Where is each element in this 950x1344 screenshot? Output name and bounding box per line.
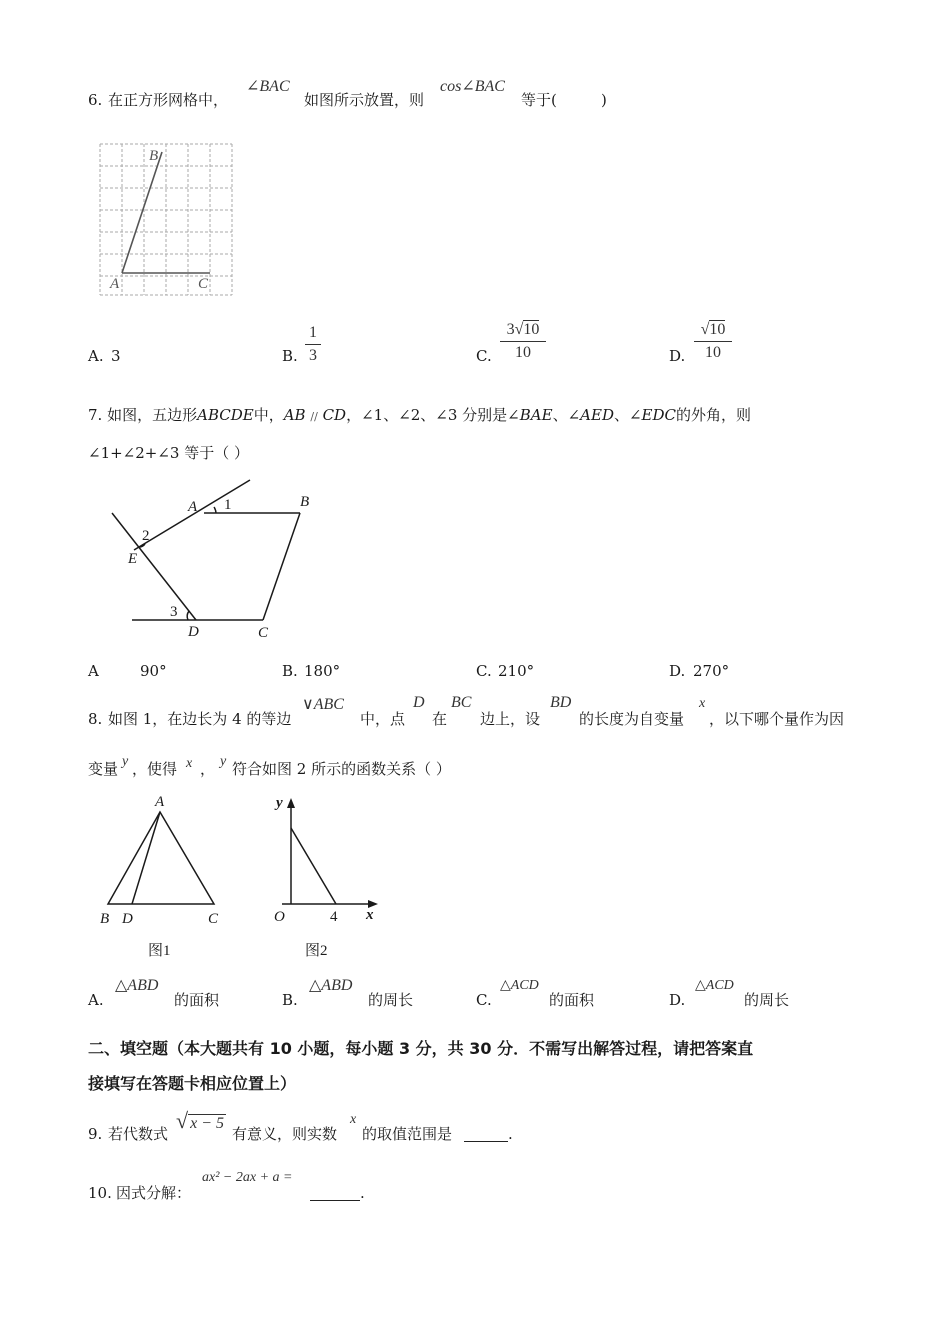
q8-option-d-text: 的周长 — [744, 991, 790, 1009]
arrow-up-icon — [287, 798, 295, 808]
q8-math-x: x — [699, 696, 706, 711]
q8-option-a-math: △ABD — [115, 977, 159, 994]
q8-text-e: 的长度为自变量 — [579, 710, 685, 728]
q10-text-d: . — [360, 1184, 365, 1202]
q8-option-c-label: C. — [476, 991, 492, 1009]
q7-label-d: D — [188, 624, 199, 640]
q7-label-e: E — [128, 551, 138, 567]
q8-option-c-math: △ACD — [500, 978, 539, 993]
q8-option-a-label: A. — [88, 991, 104, 1009]
section-2-line-2: 接填写在答题卡相应位置上） — [88, 1074, 297, 1093]
q8-math-bc: BC — [451, 694, 472, 711]
q7-option-c-value: 210° — [498, 662, 535, 680]
q8-fig2-label-x: x — [366, 907, 374, 923]
q7-text-e: 、∠ — [613, 406, 642, 424]
q8-math-triangle: ∨ABC — [302, 696, 344, 713]
q6-option-c-label: C. — [476, 347, 492, 365]
q7-text-c: ，∠1、∠2、∠3 分别是∠ — [346, 406, 520, 424]
q8-math-bd: BD — [550, 694, 572, 711]
q7-line-ea-extended — [134, 480, 250, 550]
q7-label-a: A — [188, 499, 198, 515]
radical-sign-icon: √ — [700, 321, 710, 338]
q7-math-ab: AB — [283, 406, 306, 424]
q6-label-a: A — [110, 276, 120, 292]
q7-label-b: B — [300, 494, 310, 510]
q7-option-b-label: B. — [282, 662, 298, 680]
q8-fig1-label-a: A — [155, 794, 165, 810]
q7-option-a-value: 90° — [140, 662, 167, 680]
q7-option-a-label: A — [88, 662, 99, 680]
q6-option-c-coef: 3 — [506, 321, 515, 338]
q6-option-b-fraction — [305, 324, 321, 365]
q8-option-a-text: 的面积 — [174, 991, 220, 1009]
q8-math-y: y — [122, 754, 129, 769]
q10-text-a: 因式分解： — [116, 1184, 192, 1202]
q8-fig1-label-b: B — [100, 911, 110, 927]
q8-option-d-label: D. — [669, 991, 686, 1009]
q7-label-2: 2 — [142, 528, 150, 544]
q8-figure-2 — [262, 790, 388, 965]
q7-option-d-value: 270° — [693, 662, 730, 680]
q6-grid-figure — [96, 140, 238, 300]
q8-option-d-math: △ACD — [695, 978, 734, 993]
q8-text-j: 符合如图 2 所示的函数关系（ ） — [232, 760, 451, 778]
q7-number: 7. — [88, 406, 103, 424]
q8-fig1-label-c: C — [208, 911, 219, 927]
q6-option-d-den: 10 — [705, 344, 721, 361]
q7-math-abcde: ABCDE — [197, 406, 254, 424]
q6-option-b-label: B. — [282, 347, 298, 365]
q6-text-a: 在正方形网格中， — [108, 91, 229, 109]
q6-text-c: 等于( — [521, 91, 557, 109]
q7-text-d: 、∠ — [552, 406, 581, 424]
q7-line-1 — [88, 405, 751, 427]
q6-option-c-radicand: 10 — [523, 321, 540, 338]
q8-option-b-math: △ABD — [309, 977, 353, 994]
q7-math-aed: AED — [580, 406, 614, 424]
q7-option-c-label: C. — [476, 662, 492, 680]
q6-option-a-label: A. — [88, 347, 104, 365]
q6-label-c: C — [198, 276, 209, 292]
q8-fig2-label-4: 4 — [330, 909, 338, 925]
q6-option-b-num: 1 — [309, 324, 317, 341]
section-2-line-1: 二、填空题（本大题共有 10 小题，每小题 3 分，共 30 分．不需写出解答过程，请把答案直 — [88, 1039, 754, 1058]
q8-fig2-label-y: y — [276, 795, 283, 811]
q7-text-f: 的外角，则 — [676, 406, 752, 424]
q8-text-g: 变量 — [88, 760, 119, 778]
q8-math-x2: x — [186, 756, 193, 771]
q8-math-d: D — [413, 694, 425, 711]
q7-option-b-value: 180° — [304, 662, 341, 680]
q6-option-b-den: 3 — [309, 347, 317, 364]
q7-line-ed-extended — [112, 513, 196, 620]
radical-sign-icon: √ — [514, 321, 524, 338]
q8-figure-1 — [96, 790, 232, 965]
q7-option-d-label: D. — [669, 662, 686, 680]
q8-text-a: 如图 1，在边长为 4 的等边 — [108, 710, 292, 728]
q9-radicand: x − 5 — [190, 1115, 224, 1132]
q6-option-c-den: 10 — [515, 344, 531, 361]
q6-option-d-fraction — [694, 321, 732, 362]
q8-segment-ad — [132, 812, 160, 904]
q8-text-i: ， — [200, 760, 216, 778]
q6-option-d-radicand: 10 — [709, 321, 726, 338]
q9-answer-blank[interactable] — [464, 1124, 508, 1142]
q7-segment-bc — [263, 513, 300, 620]
q7-text-a: 如图，五边形 — [107, 406, 198, 424]
q9-number: 9. — [88, 1125, 103, 1143]
q10-math: ax² − 2ax + a = — [202, 1170, 293, 1185]
q7-text-b: 中， — [253, 406, 284, 424]
q8-fig2-caption: 图2 — [305, 943, 328, 959]
q8-option-c-text: 的面积 — [549, 991, 595, 1009]
q7-label-1: 1 — [224, 497, 232, 513]
q9-text-c: 的取值范围是 — [362, 1125, 453, 1143]
q9-radical — [176, 1108, 226, 1134]
q6-option-a-value: 3 — [111, 347, 121, 365]
q6-option-c-num — [500, 321, 546, 339]
q7-angle-arc-1 — [214, 507, 216, 513]
q7-pentagon-figure — [104, 470, 334, 645]
q10-answer-blank[interactable] — [310, 1183, 360, 1201]
q7-angle-arc-3 — [187, 611, 189, 620]
q6-option-c-fraction — [500, 321, 546, 362]
q8-option-b-text: 的周长 — [368, 991, 414, 1009]
q8-function-line — [291, 828, 336, 904]
q10-number: 10. — [88, 1184, 112, 1202]
q6-text-d: ) — [601, 91, 607, 109]
q7-label-c: C — [258, 625, 269, 641]
q6-number: 6. — [88, 91, 103, 109]
q7-label-3: 3 — [170, 604, 178, 620]
q8-text-f: ，以下哪个量作为因 — [709, 710, 845, 728]
q9-text-b: 有意义，则实数 — [232, 1125, 338, 1143]
q6-option-d-label: D. — [669, 347, 686, 365]
radical-sign-icon: √ — [176, 1108, 189, 1133]
q7-line-2: ∠1+∠2+∠3 等于（ ） — [88, 444, 250, 462]
q8-text-b: 中，点 — [360, 710, 406, 728]
q6-math-angle: ∠BAC — [246, 78, 290, 95]
q7-math-edc: EDC — [641, 406, 676, 424]
q8-fig1-label-d: D — [122, 911, 133, 927]
q8-text-h: ，使得 — [132, 760, 178, 778]
q8-option-b-label: B. — [282, 991, 298, 1009]
q8-text-d: 边上，设 — [480, 710, 541, 728]
q6-label-b: B — [149, 148, 159, 164]
q9-math-x: x — [350, 1112, 357, 1127]
q8-text-c: 在 — [432, 710, 448, 728]
q8-math-y2: y — [220, 754, 227, 769]
q6-option-d-num — [694, 321, 732, 339]
q8-triangle-abc — [108, 812, 214, 904]
q9-text-d: . — [508, 1125, 513, 1143]
q6-segment-ab — [122, 152, 162, 273]
q6-math-cos: cos∠BAC — [440, 78, 505, 95]
q7-math-cd: CD — [322, 406, 347, 424]
q6-text-b: 如图所示放置，则 — [304, 91, 425, 109]
q9-text-a: 若代数式 — [108, 1125, 169, 1143]
q8-fig2-label-o: O — [274, 909, 285, 925]
q8-fig1-caption: 图1 — [148, 943, 171, 959]
q7-math-bae: BAE — [519, 406, 553, 424]
q7-math-parallel: // — [310, 410, 318, 423]
q8-number: 8. — [88, 710, 103, 728]
